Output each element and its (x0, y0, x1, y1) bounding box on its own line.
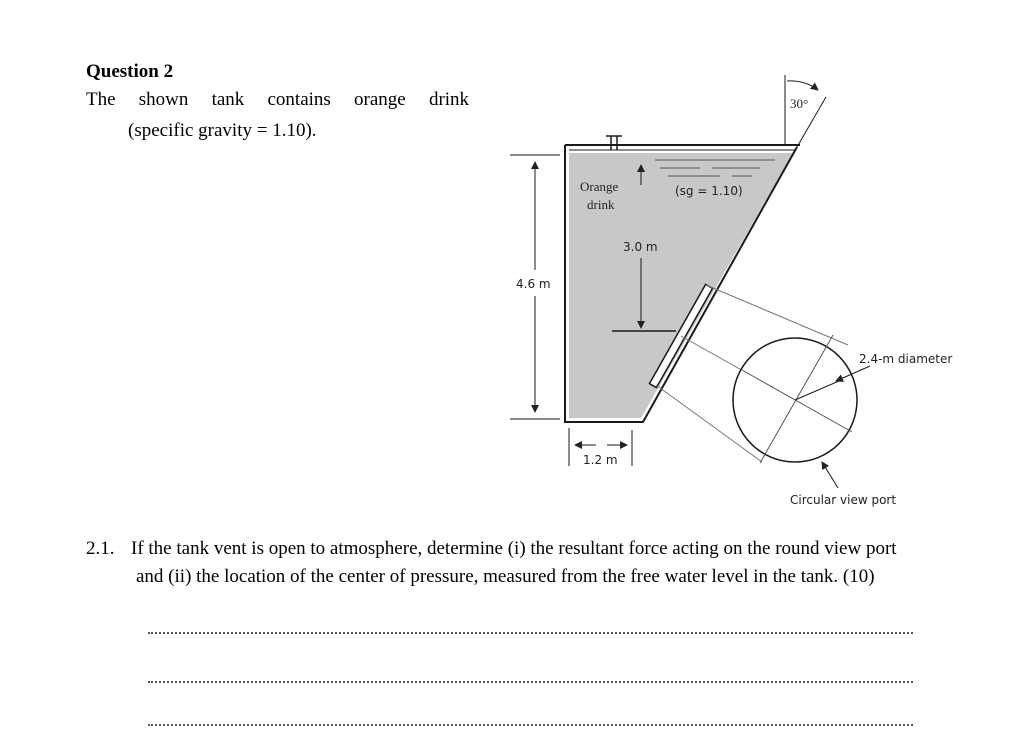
angle-label: 30° (790, 96, 809, 111)
port-label: Circular view port (790, 493, 897, 507)
tank-vent (606, 136, 622, 150)
port-leader (822, 462, 838, 488)
intro-word: drink (428, 89, 470, 110)
question-intro-line2: (specific gravity = 1.10). (128, 120, 317, 141)
height-label: 4.6 m (516, 277, 551, 291)
fluid-label-line1: Orange (580, 179, 619, 194)
diameter-label: 2.4-m diameter (859, 352, 953, 366)
question-title: Question 2 (86, 61, 174, 82)
question-intro-line1 (86, 89, 469, 111)
intro-word: contains (267, 89, 331, 110)
answer-line[interactable] (148, 724, 913, 726)
tank-diagram (500, 70, 980, 520)
intro-word: tank (211, 89, 245, 110)
subquestion-text-line2: and (ii) the location of the center of pressure, measured from the free water level in the tank. (10) (136, 566, 875, 587)
intro-word: The (86, 89, 116, 110)
answer-line[interactable] (148, 632, 913, 634)
subquestion-number: 2.1. (86, 538, 115, 559)
fluid-label-line2: drink (587, 197, 615, 212)
base-label: 1.2 m (583, 453, 618, 467)
answer-line[interactable] (148, 681, 913, 683)
intro-word: shown (138, 89, 189, 110)
specific-gravity-label: (sg = 1.10) (675, 184, 743, 198)
intro-word: orange (354, 89, 406, 110)
angle-indicator (785, 75, 826, 147)
depth-label: 3.0 m (623, 240, 658, 254)
subquestion-text-line1: If the tank vent is open to atmosphere, determine (i) the resultant force acting on the round view port (131, 538, 897, 559)
